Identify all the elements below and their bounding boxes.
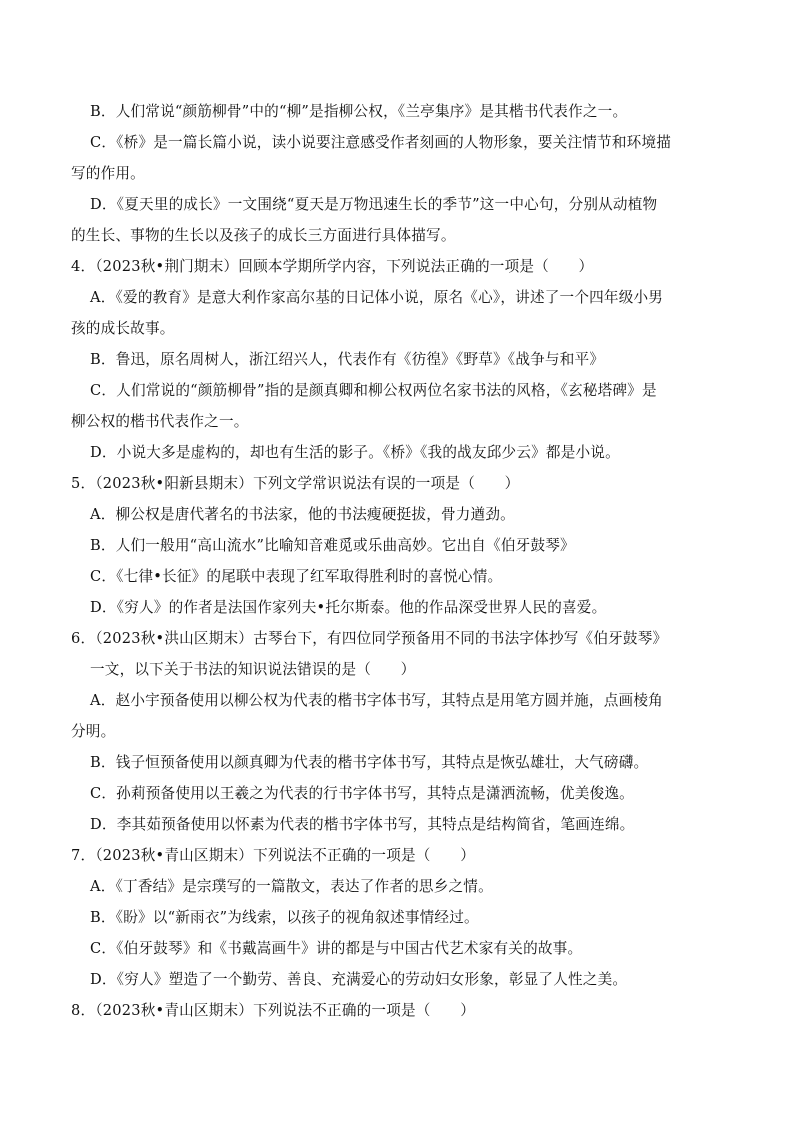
option-line: B．钱子恒预备使用以颜真卿为代表的楷书字体书写，其特点是恢弘雄壮，大气磅礴。 bbox=[90, 754, 649, 771]
option-continuation: 的生长、事物的生长以及孩子的成长三方面进行具体描写。 bbox=[71, 227, 456, 244]
option-continuation: 分明。 bbox=[71, 723, 116, 740]
option-line: A．柳公权是唐代著名的书法家，他的书法瘦硬挺拔，骨力遒劲。 bbox=[90, 506, 515, 523]
option-line: A．《丁香结》是宗璞写的一篇散文，表达了作者的思乡之情。 bbox=[90, 878, 493, 895]
question-stem: 8．（2023秋•青山区期末）下列说法不正确的一项是（ ） bbox=[71, 1002, 475, 1019]
question-stem: 7．（2023秋•青山区期末）下列说法不正确的一项是（ ） bbox=[71, 847, 475, 864]
option-line: B．人们一般用“高山流水”比喻知音难觅或乐曲高妙。它出自《伯牙鼓琴》 bbox=[90, 537, 575, 554]
question-stem: 5．（2023秋•阳新县期末）下列文学常识说法有误的一项是（ ） bbox=[71, 475, 520, 492]
option-line: A．赵小宇预备使用以柳公权为代表的楷书字体书写，其特点是用笔方圆并施，点画棱角 bbox=[90, 692, 663, 709]
option-line: D．李其茹预备使用以怀素为代表的楷书字体书写，其特点是结构简省，笔画连绵。 bbox=[90, 816, 635, 833]
option-line: B．鲁迅，原名周树人，浙江绍兴人，代表作有《彷徨》《野草》《战争与和平》 bbox=[90, 351, 605, 368]
option-continuation: 孩的成长故事。 bbox=[71, 320, 175, 337]
option-line: D．《穷人》塑造了一个勤劳、善良、充满爱心的劳动妇女形象，彰显了人性之美。 bbox=[90, 971, 628, 988]
option-line: D．小说大多是虚构的，却也有生活的影子。《桥》《我的战友邱少云》都是小说。 bbox=[90, 444, 620, 461]
option-line: C．《伯牙鼓琴》和《书戴嵩画牛》讲的都是与中国古代艺术家有关的故事。 bbox=[90, 940, 583, 957]
option-line: D．《夏天里的成长》一文围绕“夏天是万物迅速生长的季节”这一中心句，分别从动植物 bbox=[90, 196, 658, 213]
option-line: B．人们常说“颜筋柳骨”中的“柳”是指柳公权，《兰亭集序》是其楷书代表作之一。 bbox=[90, 103, 628, 120]
option-line: C．《七律•长征》的尾联中表现了红军取得胜利时的喜悦心情。 bbox=[90, 568, 503, 585]
option-line: C．人们常说的“颜筋柳骨”指的是颜真卿和柳公权两位名家书法的风格，《玄秘塔碑》是 bbox=[90, 382, 657, 399]
question-stem: 6．（2023秋•洪山区期末）古琴台下，有四位同学预备用不同的书法字体抄写《伯牙鼓琴》 bbox=[71, 630, 668, 647]
option-line: C．孙莉预备使用以王羲之为代表的行书字体书写，其特点是潇洒流畅，优美俊逸。 bbox=[90, 785, 634, 802]
option-continuation: 写的作用。 bbox=[71, 165, 145, 182]
question-stem: 4．（2023秋•荆门期末）回顾本学期所学内容，下列说法正确的一项是（ ） bbox=[71, 258, 594, 275]
option-continuation: 柳公权的楷书代表作之一。 bbox=[71, 413, 249, 430]
option-line: B．《盼》以“新雨衣”为线索，以孩子的视角叙述事情经过。 bbox=[90, 909, 479, 926]
question-stem-continuation: 一文，以下关于书法的知识说法错误的是（ ） bbox=[90, 661, 416, 678]
option-line: A．《爱的教育》是意大利作家高尔基的日记体小说，原名《心》，讲述了一个四年级小男 bbox=[90, 289, 664, 306]
option-line: C．《桥》是一篇长篇小说，读小说要注意感受作者刻画的人物形象，要关注情节和环境描 bbox=[90, 134, 672, 151]
option-line: D．《穷人》的作者是法国作家列夫•托尔斯泰。他的作品深受世界人民的喜爱。 bbox=[90, 599, 607, 616]
